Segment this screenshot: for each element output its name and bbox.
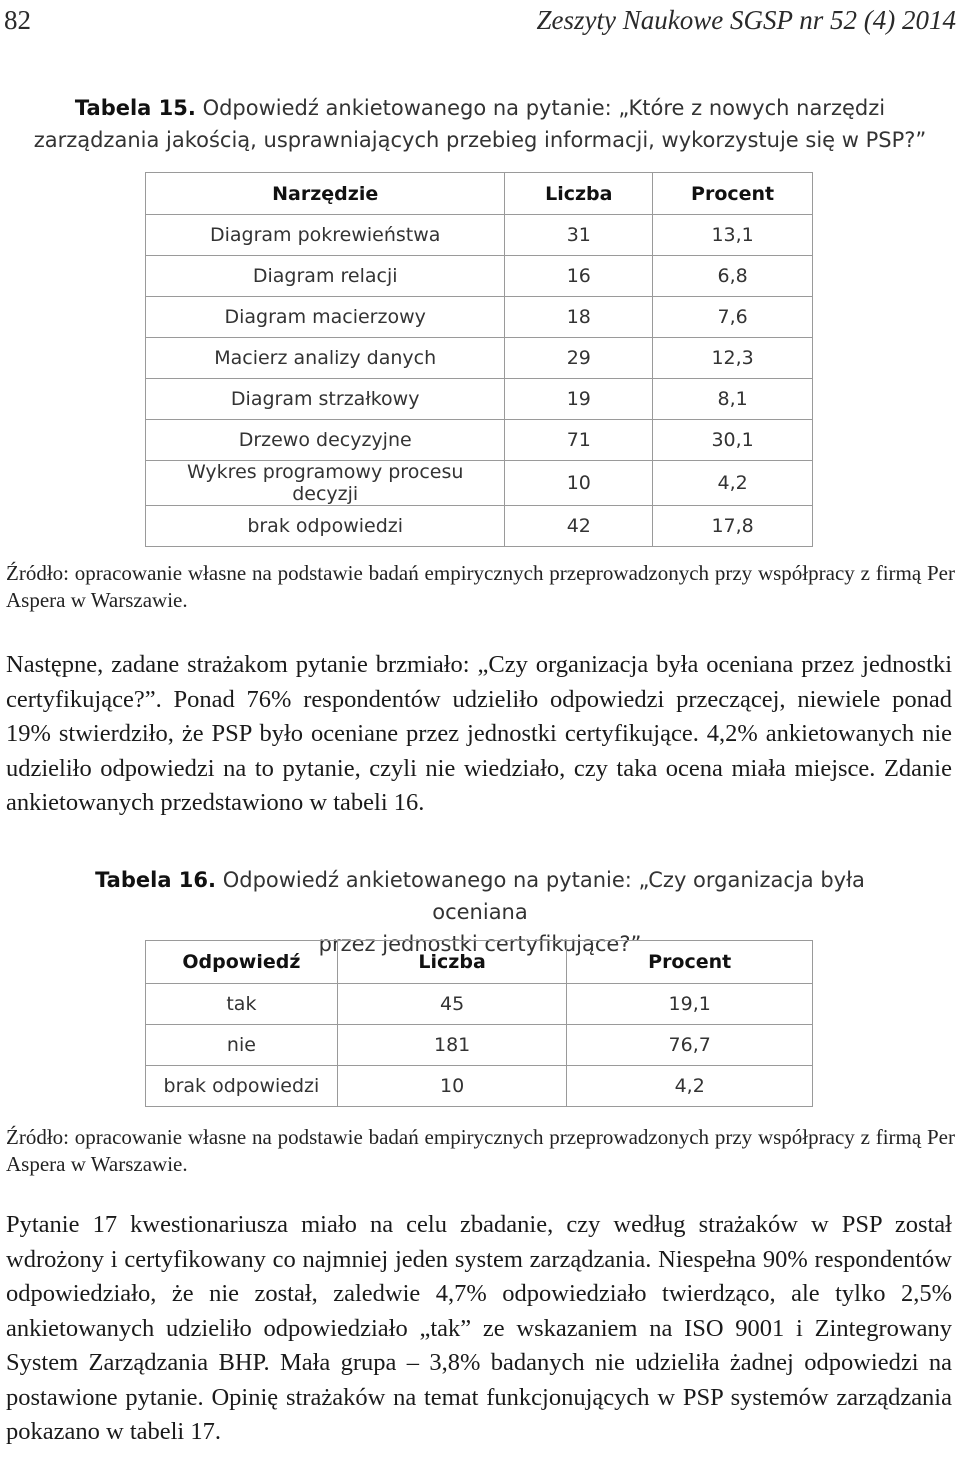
table15-cell: 10: [505, 461, 653, 506]
table16-caption-line2: przez jednostki certyfikujące?”: [318, 932, 642, 956]
table15-cell: Diagram macierzowy: [146, 297, 505, 338]
table15-cell: Macierz analizy danych: [146, 338, 505, 379]
table15-header-row: [146, 173, 813, 215]
table16-header-cell: Odpowiedź: [146, 941, 338, 984]
table15-cell: Diagram relacji: [146, 256, 505, 297]
table16-header-cell: Procent: [567, 941, 813, 984]
table16-cell: 76,7: [567, 1025, 813, 1066]
table15-row: [146, 461, 813, 506]
table16-cell: nie: [146, 1025, 338, 1066]
table15-cell: 29: [505, 338, 653, 379]
table15-cell: 71: [505, 420, 653, 461]
table15-caption: [30, 92, 930, 156]
table15-cell: 17,8: [653, 506, 813, 547]
table16-cell: 19,1: [567, 984, 813, 1025]
table15-label: Tabela 15.: [74, 96, 196, 120]
table16-row: [146, 984, 813, 1025]
table15-cell: 19: [505, 379, 653, 420]
table15-cell: 8,1: [653, 379, 813, 420]
table15-cell: Diagram pokrewieństwa: [146, 215, 505, 256]
table15-row: [146, 338, 813, 379]
table15-cell: 16: [505, 256, 653, 297]
table15-cell: Wykres programowy procesu decyzji: [146, 461, 505, 506]
table16-cell: 181: [337, 1025, 567, 1066]
table15-cell: 7,6: [653, 297, 813, 338]
body-paragraph-1: Następne, zadane strażakom pytanie brzmiało: „Czy organizacja była oceniana przez jednostki certyfikujące?”. Ponad 76% respondentów udzieliło odpowiedzi przeczącej, niewiele ponad 19% stwierdziło, że PSP było oceniane przez jednostki certyfikujące. 4,2% ankietowanych nie udzieliło odpowiedzi na to pytanie, czyli nie wiedziało, czy taka ocena miała miejsce. Zdanie ankietowanych przedstawiono w tabeli 16.: [6, 651, 952, 816]
table15-cell: 6,8: [653, 256, 813, 297]
body-paragraph-2: Pytanie 17 kwestionariusza miało na celu zbadanie, czy według strażaków w PSP został wdrożony i certyfikowany co najmniej jeden system zarządzania. Niespełna 90% respondentów odpowiedziało, że nie został, zaledwie 4,7% odpowiedziało twierdząco, ale tylko 2,5% ankietowanych udzieliło odpowiedziało „tak” ze wskazaniem na ISO 9001 i Zintegrowany System Zarządzania BHP. Mała grupa – 3,8% badanych nie udzieliła żadnej odpowiedzi na postawione pytanie. Opinię strażaków na temat funkcjonujących w PSP systemów zarządzania pokazano w tabeli 17.: [6, 1211, 952, 1445]
table15-cell: Diagram strzałkowy: [146, 379, 505, 420]
table15-cell: 18: [505, 297, 653, 338]
table15-source: Źródło: opracowanie własne na podstawie badań empirycznych przeprowadzonych przy współpracy z firmą Per Aspera w Warszawie.: [6, 561, 955, 612]
table16-cell: 4,2: [567, 1066, 813, 1107]
table16-cell: tak: [146, 984, 338, 1025]
journal-title: Zeszyty Naukowe SGSP nr 52 (4) 2014: [536, 5, 956, 35]
table15-header-cell: Narzędzie: [146, 173, 505, 215]
table15-cell: Drzewo decyzyjne: [146, 420, 505, 461]
table16-header-cell: Liczba: [337, 941, 567, 984]
table15-row: [146, 379, 813, 420]
table16-cell: brak odpowiedzi: [146, 1066, 338, 1107]
table15-row: [146, 297, 813, 338]
table16-label: Tabela 16.: [95, 868, 217, 892]
table15: [145, 172, 813, 547]
table15-header-cell: Procent: [653, 173, 813, 215]
table15-cell: 12,3: [653, 338, 813, 379]
table15-cell: 30,1: [653, 420, 813, 461]
table15-row: [146, 420, 813, 461]
table16: [145, 940, 813, 1107]
table15-cell: 42: [505, 506, 653, 547]
table15-caption-text: Odpowiedź ankietowanego na pytanie: „Które z nowych narzędzi zarządzania jakością, usprawniających przebieg informacji, wykorzystuje się w PSP?”: [33, 96, 927, 152]
table15-cell: brak odpowiedzi: [146, 506, 505, 547]
table15-cell: 4,2: [653, 461, 813, 506]
table16-cell: 45: [337, 984, 567, 1025]
table15-row: [146, 215, 813, 256]
table16-row: [146, 1066, 813, 1107]
table16-cell: 10: [337, 1066, 567, 1107]
table15-row: [146, 256, 813, 297]
page-number: 82: [4, 5, 31, 35]
table15-row: [146, 506, 813, 547]
table16-caption-line1: Odpowiedź ankietowanego na pytanie: „Czy organizacja była oceniana: [222, 868, 865, 924]
table16-header-row: [146, 941, 813, 984]
table16-row: [146, 1025, 813, 1066]
table15-cell: 31: [505, 215, 653, 256]
table15-header-cell: Liczba: [505, 173, 653, 215]
table16-source: Źródło: opracowanie własne na podstawie badań empirycznych przeprowadzonych przy współpracy z firmą Per Aspera w Warszawie.: [6, 1125, 955, 1176]
table15-cell: 13,1: [653, 215, 813, 256]
